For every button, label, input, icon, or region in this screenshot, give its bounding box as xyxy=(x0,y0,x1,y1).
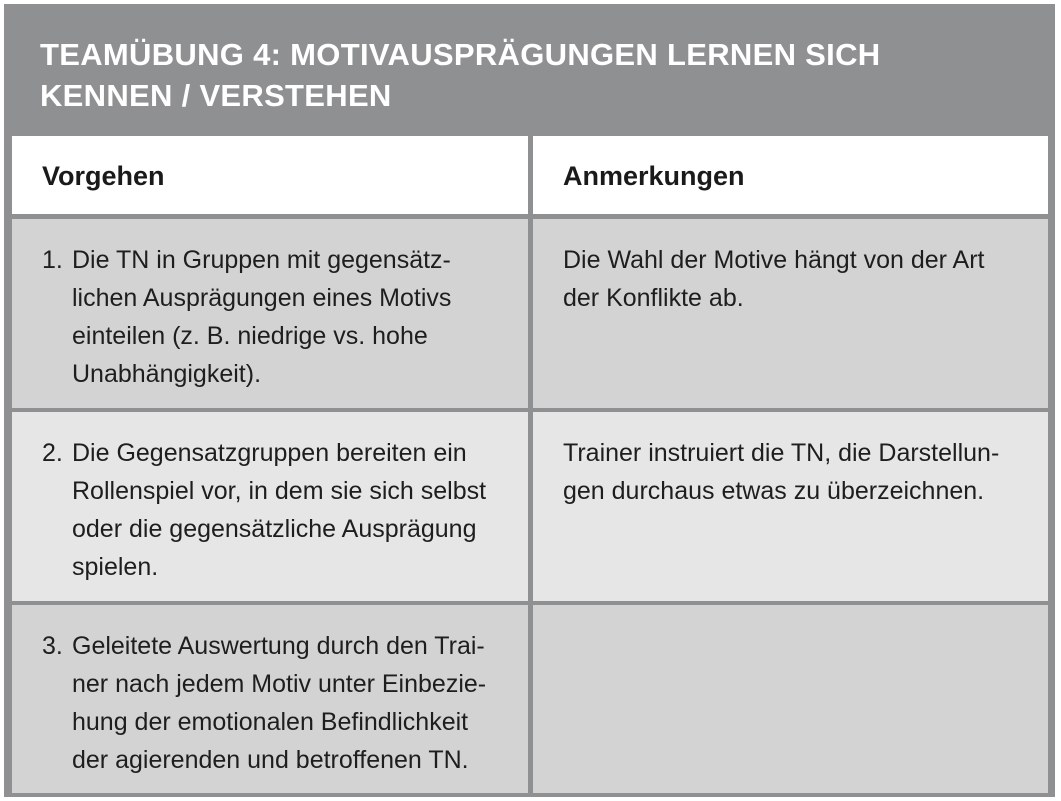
step-text: Die TN in Gruppen mit gegensätz- lichen Ausprägungen eines Motivs einteilen (z. B. niedrige vs. hohe Unabhängigkeit). xyxy=(72,246,452,388)
step-text: Die Gegensatzgruppen bereiten ein Rollenspiel vor, in dem sie sich selbst oder die gegensätzliche Ausprägung spielen. xyxy=(72,439,487,581)
step-number: 2. xyxy=(42,439,63,467)
step-number: 1. xyxy=(42,246,63,274)
step-number: 3. xyxy=(42,632,63,660)
column-header-vorgehen: Vorgehen xyxy=(12,136,528,214)
note-text xyxy=(533,605,1048,627)
table-row-2-note-cell xyxy=(533,412,1048,601)
step-item-1 xyxy=(12,219,528,393)
table-row-1-note-cell xyxy=(533,219,1048,408)
step-text: Geleitete Auswertung durch den Trai- ner nach jedem Motiv unter Einbezie- hung der emotionalen Befindlichkeit der agierenden und betroffenen TN. xyxy=(72,632,487,774)
step-item-3 xyxy=(12,605,528,779)
step-item-2 xyxy=(12,412,528,586)
table-row-3-step-cell xyxy=(12,605,528,793)
table-row-3-note-cell xyxy=(533,605,1048,793)
title-line-1: TEAMÜBUNG 4: MOTIVAUSPRÄGUNGEN LERNEN SICH xyxy=(40,37,881,72)
note-text: Die Wahl der Motive hängt von der Art der Konflikte ab. xyxy=(563,246,985,312)
exercise-table xyxy=(4,4,1055,797)
column-header-anmerkungen: Anmerkungen xyxy=(533,136,1048,214)
title-line-2: KENNEN / VERSTEHEN xyxy=(40,78,392,113)
table-title-bar xyxy=(4,4,1055,132)
note-text: Trainer instruiert die TN, die Darstellun- gen durchaus etwas zu überzeichnen. xyxy=(563,439,1000,505)
table-row-2-step-cell xyxy=(12,412,528,601)
table-row-1-step-cell xyxy=(12,219,528,408)
